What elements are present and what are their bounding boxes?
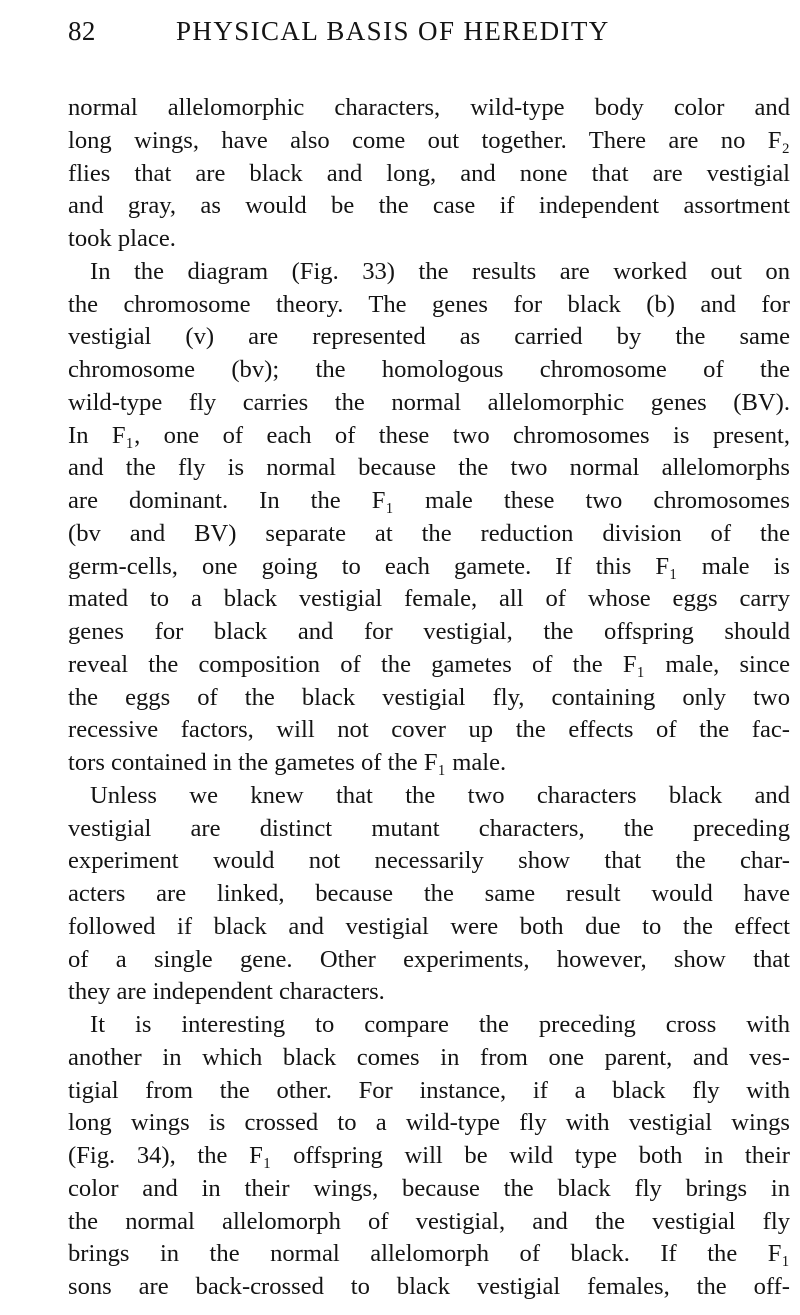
text-line: another in which black comes in from one parent, and ves- [68, 1043, 790, 1071]
text-line: sons are back-crossed to black vestigial females, the off- [68, 1273, 790, 1300]
text-line: of a single gene. Other experiments, however, show that [68, 945, 790, 973]
text-line: the eggs of the black vestigial fly, containing only two [68, 683, 790, 711]
page-number: 82 [68, 16, 96, 46]
text-line: and the fly is normal because the two normal allelomorphs [68, 454, 790, 482]
text-line: reveal the composition of the gametes of the F₁ male, since [68, 650, 790, 678]
text-line: Unless we knew that the two characters black and [90, 781, 790, 809]
text-line: flies that are black and long, and none that are vestigial [68, 159, 790, 187]
text-line: recessive factors, will not cover up the effects of the fac- [68, 716, 790, 744]
text-line: the normal allelomorph of vestigial, and the vestigial fly [68, 1207, 790, 1235]
text-line: long wings is crossed to a wild-type fly with vestigial wings [68, 1109, 790, 1137]
text-line: It is interesting to compare the preceding cross with [90, 1011, 790, 1038]
text-line: vestigial are distinct mutant characters, the preceding [68, 814, 790, 842]
text-line: color and in their wings, because the black fly brings in [68, 1174, 790, 1202]
text-line: and gray, as would be the case if independent assortment [68, 192, 790, 220]
body-text [68, 92, 790, 1304]
text-line: followed if black and vestigial were both due to the effect [68, 912, 790, 940]
text-line: wild-type fly carries the normal allelomorphic genes (BV). [68, 388, 790, 416]
text-line: are dominant. In the F₁ male these two chromosomes [68, 487, 790, 514]
text-line: acters are linked, because the same result would have [68, 880, 790, 907]
running-title: PHYSICAL BASIS OF HEREDITY [176, 16, 610, 46]
text-line: they are independent characters. [68, 978, 385, 1006]
text-line: vestigial (v) are represented as carried by the same [68, 323, 790, 351]
text-line: brings in the normal allelomorph of black. If the F₁ [68, 1240, 790, 1268]
text-line: normal allelomorphic characters, wild-type body color and [68, 94, 790, 121]
text-line: long wings, have also come out together. There are no F₂ [68, 126, 790, 154]
text-line: experiment would not necessarily show that the char- [68, 847, 790, 875]
text-line: the chromosome theory. The genes for black (b) and for [68, 290, 790, 318]
text-line: genes for black and for vestigial, the offspring should [68, 618, 790, 645]
text-line: germ-cells, one going to each gamete. If this F₁ male is [68, 552, 790, 580]
text-line: chromosome (bv); the homologous chromosome of the [68, 356, 790, 383]
text-line: took place. [68, 225, 176, 252]
text-line: In F₁, one of each of these two chromosomes is present, [68, 421, 790, 449]
text-line: (Fig. 34), the F₁ offspring will be wild type both in their [68, 1142, 790, 1169]
text-line: tigial from the other. For instance, if a black fly with [68, 1076, 790, 1104]
text-line: mated to a black vestigial female, all of whose eggs carry [68, 585, 790, 613]
text-line: In the diagram (Fig. 33) the results are worked out on [90, 257, 790, 285]
text-line: (bv and BV) separate at the reduction division of the [68, 519, 790, 547]
running-head [68, 16, 788, 56]
text-line: tors contained in the gametes of the F₁ male. [68, 749, 507, 776]
